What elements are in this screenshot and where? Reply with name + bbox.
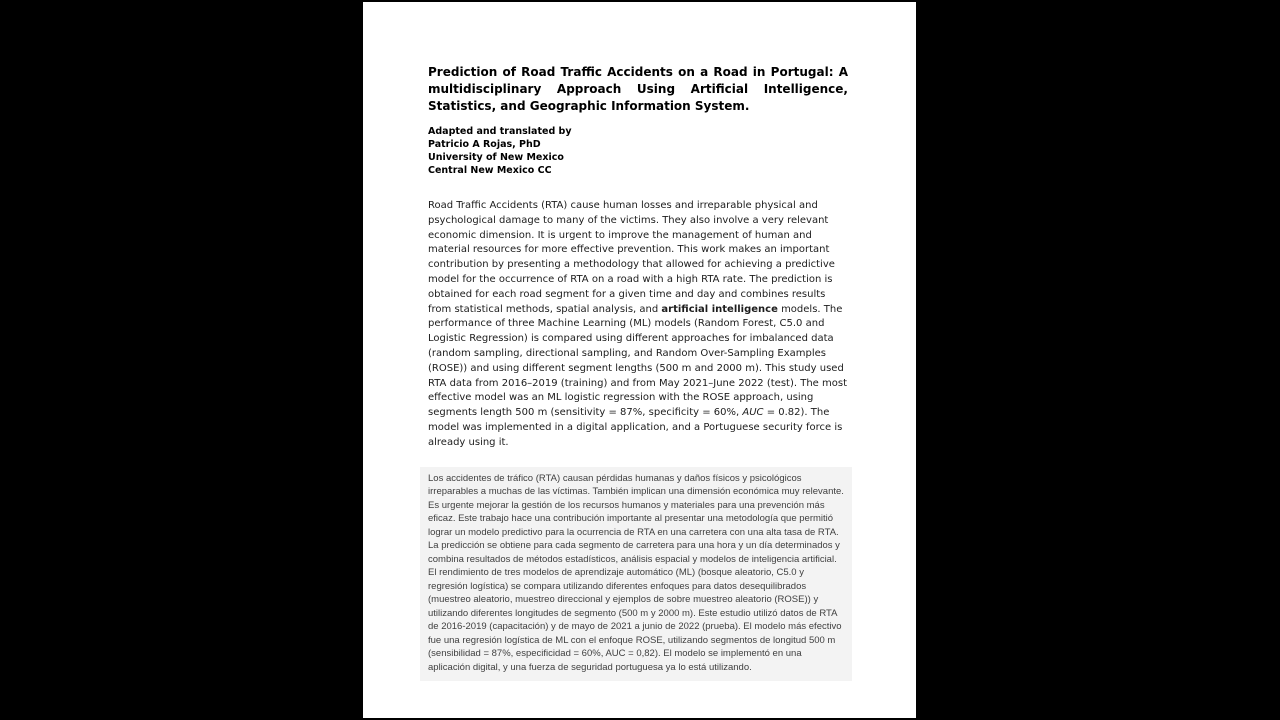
- abstract-en-segment-3: = 0.82). The model was implemented in a digital application, and a Portuguese security force is already using it.: [428, 407, 843, 448]
- byline-author-line: Patricio A Rojas, PhD: [428, 139, 541, 150]
- byline-adapted-line: Adapted and translated by: [428, 126, 572, 137]
- letterbox-left: [0, 0, 363, 720]
- document-page: [363, 2, 916, 718]
- byline-university-line: University of New Mexico: [428, 152, 564, 163]
- paper-title: Prediction of Road Traffic Accidents on a Road in Portugal: A multidisciplinary Approach Using Artificial Intelligence, Statistics, and Geographic Information System.: [428, 65, 848, 113]
- abstract-en-segment-2: models. The performance of three Machine Learning (ML) models (Random Forest, C5.0 and Logistic Regression) is compared using different approaches for imbalanced data (random sampling, directional sampling, and Random Over-Sampling Examples (ROSE)) and using different segment lengths (500 m and 2000 m). This study used RTA data from 2016–2019 (training) and from May 2021–June 2022 (test). The most effective model was an ML logistic regression with the ROSE approach, using segments length 500 m (sensitivity = 87%, specificity = 60%,: [428, 303, 847, 419]
- abstract-en-italic-term: AUC: [742, 407, 764, 419]
- abstract-english: [428, 199, 848, 451]
- abstract-spanish-text: Los accidentes de tráfico (RTA) causan pérdidas humanas y daños físicos y psicológicos irreparables a muchas de las víctimas. También implican una dimensión económica muy relevante. Es urgente mejorar la gestión de los recursos humanos y materiales para una prevención más eficaz. Este trabajo hace una contribución importante al presentar una metodología que permitió lograr un modelo predictivo para la ocurrencia de RTA en una carretera con una alta tasa de RTA. La predicción se obtiene para cada segmento de carretera para una hora y un día determinados y combina resultados de métodos estadísticos, análisis espacial y modelos de inteligencia artificial. El rendimiento de tres modelos de aprendizaje automático (ML) (bosque aleatorio, C5.0 y regresión logística) se compara utilizando diferentes enfoques para datos desequilibrados (muestreo aleatorio, muestreo direccional y ejemplos de sobre muestreo aleatorio (ROSE)) y utilizando diferentes longitudes de segmento (500 m y 2000 m). Este estudio utilizó datos de RTA de 2016-2019 (capacitación) y de mayo de 2021 a junio de 2022 (prueba). El modelo más efectivo fue una regresión logística de ML con el enfoque ROSE, utilizando segmentos de longitud 500 m (sensibilidad = 87%, especificidad = 60%, AUC = 0,82). El modelo se implementó en una aplicación digital, y una fuerza de seguridad portuguesa ya lo está utilizando.: [428, 472, 844, 673]
- abstract-spanish-highlight: [420, 467, 852, 682]
- letterbox-right: [916, 0, 1280, 720]
- abstract-en-segment-1: Road Traffic Accidents (RTA) cause human losses and irreparable physical and psychological damage to many of the victims. They also involve a very relevant economic dimension. It is urgent to improve the management of human and material resources for more effective prevention. This work makes an important contribution by presenting a methodology that allowed for achieving a predictive model for the occurrence of RTA on a road with a high RTA rate. The prediction is obtained for each road segment for a given time and day and combines results from statistical methods, spatial analysis, and: [428, 200, 835, 315]
- byline-block: [428, 125, 848, 177]
- abstract-en-bold-phrase: artificial intelligence: [661, 303, 778, 315]
- byline-college-line: Central New Mexico CC: [428, 165, 552, 176]
